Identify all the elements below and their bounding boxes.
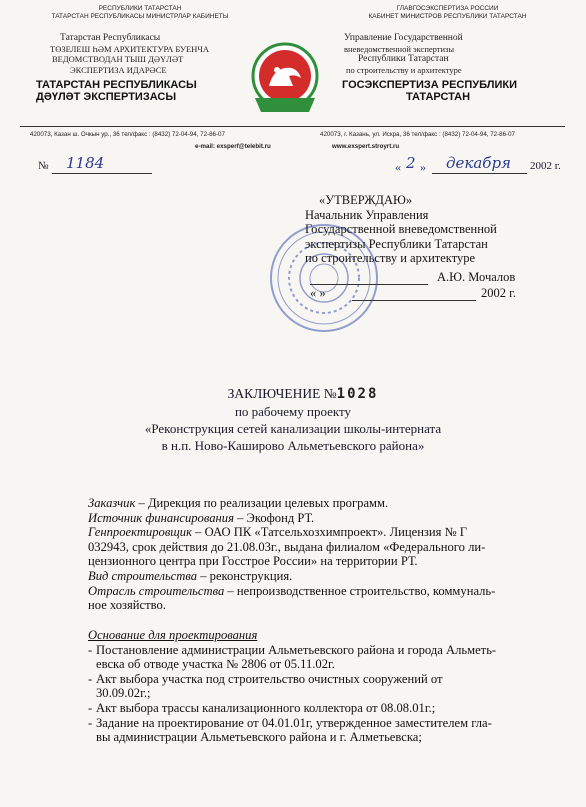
header-right-big-1: ГОСЭКСПЕРТИЗА РЕСПУБЛИКИ: [342, 79, 517, 91]
reg-no-underline: [52, 173, 152, 174]
designer-value-2: 032943, срок действия до 21.08.03г., выдана филиалом «Федерального ли-: [88, 539, 486, 554]
conclusion-sub-2: «Реконструкция сетей канализации школы-интерната: [144, 421, 442, 436]
approval-block: [305, 193, 565, 266]
finance-label: Источник финансирования: [88, 510, 234, 525]
right-address: 420073, г. Казань, ул. Искра, 36 тел/факс : (8432) 72-04-94, 72-86-07: [320, 131, 516, 138]
reg-month-underline: [432, 173, 527, 174]
conclusion-title-prefix: ЗАКЛЮЧЕНИЕ №: [227, 386, 337, 401]
designer-label: Генпроектировщик: [88, 525, 192, 540]
header-right-small-2: КАБИНЕТ МИНИСТРОВ РЕСПУБЛИКИ ТАТАРСТАН: [368, 13, 527, 20]
finance-line: [88, 511, 548, 526]
basis-item-line-1: Постановление администрации Альметьевского района и города Альметь-: [96, 642, 497, 657]
basis-item-line-2: вы администрации Альметьевского района и г. Алметьевска;: [96, 730, 422, 745]
header-right-mid-3: Республики Татарстан: [358, 54, 449, 64]
signature-line: [310, 284, 428, 285]
date-open-quote: «: [395, 160, 401, 174]
header-left-mid-4: ЭКСПЕРТИЗА ИДАРӘСЕ: [70, 64, 167, 75]
basis-bullet: -: [88, 715, 93, 730]
email: e-mail: exsperf@telebit.ru: [195, 143, 271, 150]
approval-line-5: по строительству и архитектуре: [305, 251, 476, 265]
header-left: [30, 5, 250, 103]
reg-month: декабря: [446, 154, 511, 172]
header-right-big-2: ТАТАРСТАН: [406, 91, 471, 103]
basis-item: [88, 643, 548, 672]
conclusion-number: 1028: [336, 386, 379, 402]
basis-item: [88, 701, 548, 716]
customer-label: Заказчик: [88, 496, 136, 510]
details-section: [88, 496, 548, 613]
designer-line: [88, 525, 548, 540]
reg-no-label: №: [38, 160, 49, 172]
reg-year: 2002 г.: [530, 160, 561, 172]
header-left-mid-1: Татарстан Республикасы: [60, 33, 161, 43]
conclusion-title: [0, 385, 586, 403]
sector-label: Отрасль строительства: [88, 583, 225, 598]
reg-no-value: 1184: [66, 154, 105, 172]
basis-item-line-1: Акт выбора трассы канализационного коллектора от 08.08.01г.;: [96, 700, 436, 715]
basis-item-line-2: евска об отводе участка № 2806 от 05.11.02г.: [96, 657, 335, 672]
header-left-mid-2: ТӨЗЕЛЕШ ҺӘМ АРХИТЕКТУРА БУЕНЧА: [50, 43, 209, 54]
construction-type-line: [88, 569, 548, 584]
header-left-mid-3: ВЕДОМСТВОДАН ТЫШ ДӘҮЛӘТ: [52, 54, 184, 64]
sector-line: [88, 584, 548, 599]
approval-signer: А.Ю. Мочалов: [437, 270, 516, 284]
construction-type-value: – реконструкция.: [197, 568, 293, 583]
designer-value-1: – ОАО ПК «Татсельхозхимпроект». Лицензия № Г: [191, 525, 468, 540]
header-right-mid-2: вневедомственной экспертизы: [344, 43, 455, 54]
approval-line-3: Государственной вневедомственной: [305, 222, 497, 236]
approval-line-4: экспертизы Республики Татарстан: [305, 236, 488, 251]
left-address: 420073, Казан ш. Очкын ур., 36 тел/факс : (8432) 72-04-94, 72-86-07: [30, 131, 225, 138]
sector-value-1: – непроизводственное строительство, коммуналь-: [224, 583, 496, 598]
basis-item: [88, 672, 548, 701]
approval-heading: «УТВЕРЖДАЮ»: [319, 193, 413, 207]
basis-item-line-1: Задание на проектирование от 04.01.01г, утвержденное заместителем гла-: [96, 715, 492, 730]
reg-day: 2: [406, 154, 416, 172]
customer-line: [88, 496, 548, 511]
basis-bullet: -: [88, 642, 93, 657]
header-right-mid-4: по строительству и архитектуре: [346, 64, 462, 75]
basis-item-line-1: Акт выбора участка под строительство очистных сооружений от: [96, 671, 443, 686]
conclusion-sub-1: по рабочему проекту: [234, 404, 352, 419]
basis-bullet: -: [88, 671, 93, 686]
customer-value: – Дирекция по реализации целевых программ.: [135, 496, 389, 510]
approval-date-underline: [352, 300, 476, 301]
basis-bullet: -: [88, 700, 93, 715]
tatarstan-emblem-logo: [249, 40, 321, 118]
header-right: [330, 5, 565, 103]
header-right-small-1: ГЛАВГОСЭКСПЕРТИЗА РОССИИ: [396, 5, 499, 12]
header-left-small-2: ТАТАРСТАН РЕСПУБЛИКАСЫ МИНИСТРЛАР КАБИНЕТЫ: [51, 13, 229, 20]
sector-value-2: ное хозяйство.: [88, 598, 166, 613]
finance-value: – Экофонд РТ.: [233, 510, 315, 525]
construction-type-label: Вид строительства: [88, 568, 198, 583]
designer-value-3: цензионного центра при Госстрое России» на территории РТ.: [88, 554, 418, 569]
basis-item-line-2: 30.09.02г.;: [96, 686, 151, 701]
header-divider: [20, 126, 565, 127]
basis-heading: Основание для проектирования: [88, 628, 258, 642]
conclusion-sub-3: в н.п. Ново-Каширово Альметьевского района»: [161, 438, 425, 453]
date-close-quote: »: [420, 160, 426, 174]
approval-year: 2002 г.: [481, 286, 516, 300]
header-left-big-2: ДӘҮЛӘТ ЭКСПЕРТИЗАСЫ: [36, 91, 177, 103]
header-left-big-1: ТАТАРСТАН РЕСПУБЛИКАСЫ: [36, 79, 197, 91]
header-left-small-1: РЕСПУБЛИКИ ТАТАРСТАН: [98, 5, 182, 12]
header-right-mid-1: Управление Государственной: [344, 33, 463, 43]
basis-item: [88, 716, 548, 745]
basis-section: [88, 628, 548, 745]
approval-date-quote: « »: [310, 286, 326, 300]
website: www.exspert.stroyrt.ru: [332, 143, 400, 150]
approval-line-2: Начальник Управления: [305, 207, 429, 222]
